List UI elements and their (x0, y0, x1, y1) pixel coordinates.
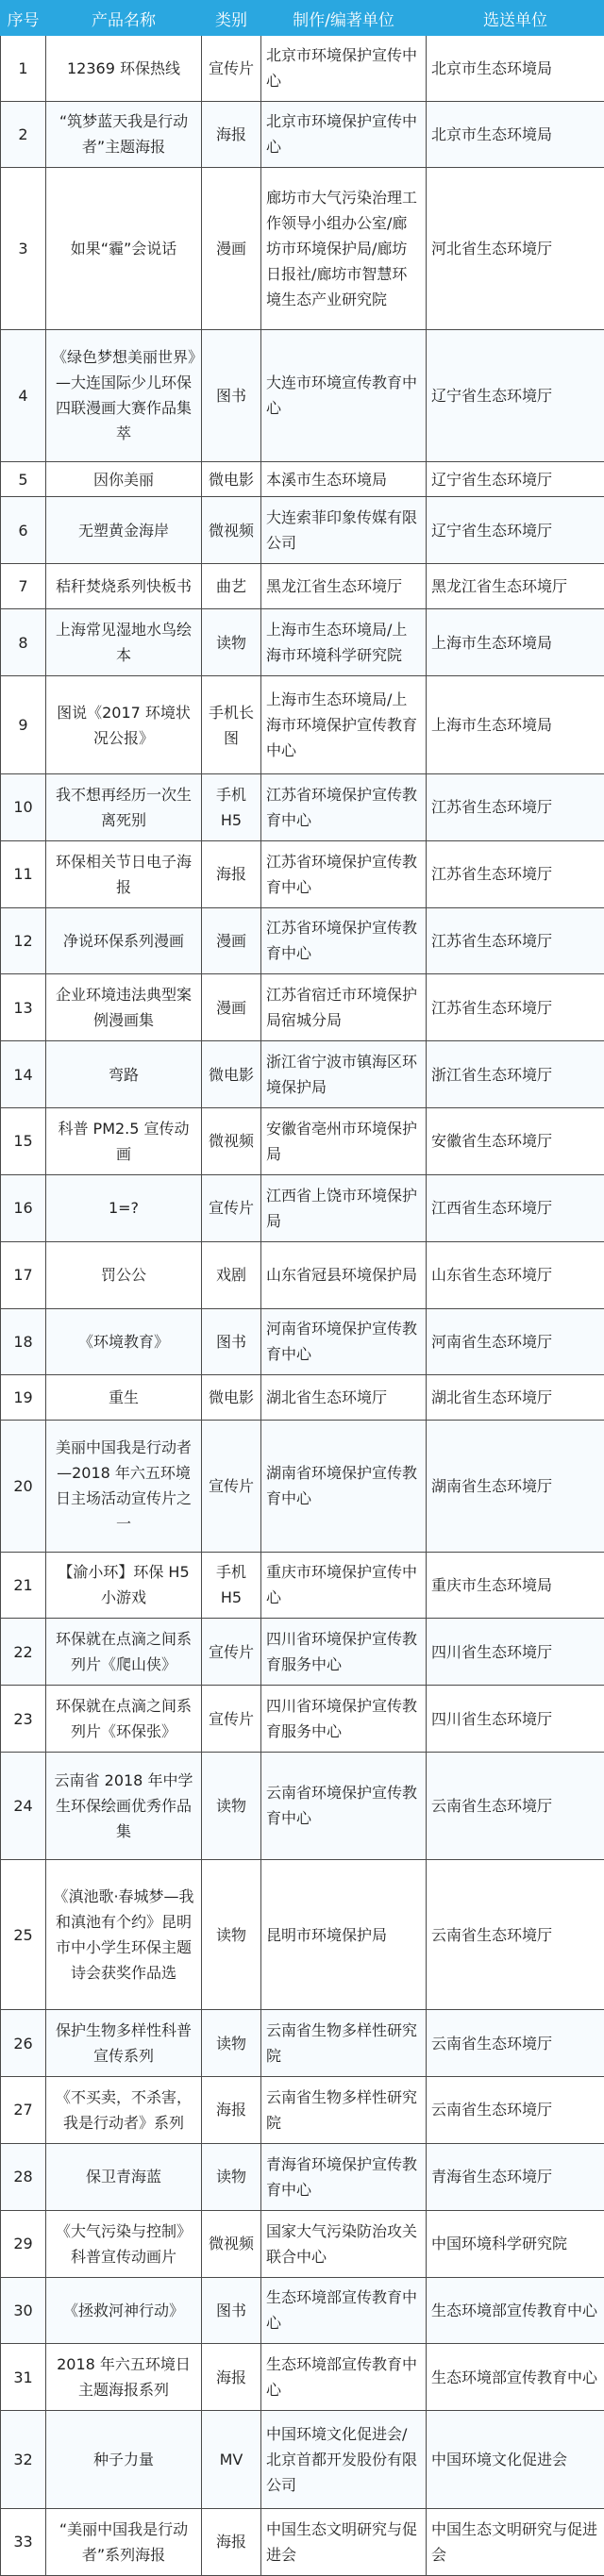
table-row (1, 1859, 604, 2009)
cell-index: 17 (1, 1241, 46, 1308)
table-row (1, 1421, 604, 1552)
cell-index: 9 (1, 676, 46, 774)
cell-submitter: 上海市生态环境局 (427, 676, 604, 774)
table-row (1, 1108, 604, 1175)
cell-category: 读物 (202, 1859, 261, 2009)
cell-category: 读物 (202, 1753, 261, 1860)
table-row (1, 676, 604, 774)
cell-submitter: 辽宁省生态环境厅 (427, 330, 604, 461)
table-row (1, 330, 604, 461)
cell-category: 宣传片 (202, 1686, 261, 1753)
cell-producer: 中国生态文明研究与促进会 (261, 2508, 427, 2575)
cell-product-name: 净说环保系列漫画 (46, 907, 202, 974)
cell-producer: 四川省环境保护宣传教育服务中心 (261, 1686, 427, 1753)
cell-submitter: 江苏省生态环境厅 (427, 974, 604, 1041)
cell-producer: 湖南省环境保护宣传教育中心 (261, 1421, 427, 1552)
cell-product-name: 美丽中国我是行动者—2018 年六五环境日主场活动宣传片之一 (46, 1421, 202, 1552)
cell-category: 宣传片 (202, 1174, 261, 1241)
cell-product-name: 环保就在点滴之间系列片《环保张》 (46, 1686, 202, 1753)
cell-producer: 江苏省宿迁市环境保护局宿城分局 (261, 974, 427, 1041)
table-row (1, 1619, 604, 1686)
cell-submitter: 河北省生态环境厅 (427, 168, 604, 330)
cell-index: 30 (1, 2277, 46, 2344)
cell-category: 微电影 (202, 1041, 261, 1108)
cell-product-name: 《绿色梦想美丽世界》—大连国际少儿环保四联漫画大赛作品集萃 (46, 330, 202, 461)
cell-submitter: 中国生态文明研究与促进会 (427, 2508, 604, 2575)
cell-index: 6 (1, 497, 46, 564)
cell-product-name: 种子力量 (46, 2411, 202, 2509)
cell-product-name: 环保就在点滴之间系列片《爬山侠》 (46, 1619, 202, 1686)
cell-product-name: 云南省 2018 年中学生环保绘画优秀作品集 (46, 1753, 202, 1860)
cell-product-name: 秸秆焚烧系列快板书 (46, 564, 202, 609)
table-row (1, 2210, 604, 2277)
cell-submitter: 青海省生态环境厅 (427, 2143, 604, 2210)
cell-index: 4 (1, 330, 46, 461)
cell-producer: 四川省环境保护宣传教育服务中心 (261, 1619, 427, 1686)
cell-product-name: 《大气污染与控制》科普宣传动画片 (46, 2210, 202, 2277)
cell-producer: 生态环境部宣传教育中心 (261, 2344, 427, 2411)
cell-producer: 国家大气污染防治攻关联合中心 (261, 2210, 427, 2277)
cell-producer: 湖北省生态环境厅 (261, 1375, 427, 1421)
cell-index: 10 (1, 773, 46, 840)
cell-category: 海报 (202, 840, 261, 907)
cell-category: 读物 (202, 2143, 261, 2210)
cell-product-name: 【渝小环】环保 H5 小游戏 (46, 1552, 202, 1619)
cell-index: 29 (1, 2210, 46, 2277)
cell-submitter: 四川省生态环境厅 (427, 1619, 604, 1686)
cell-producer: 江西省上饶市环境保护局 (261, 1174, 427, 1241)
table-row (1, 2277, 604, 2344)
cell-product-name: 环保相关节日电子海报 (46, 840, 202, 907)
cell-category: 海报 (202, 2344, 261, 2411)
cell-category: 宣传片 (202, 1421, 261, 1552)
table-row (1, 2010, 604, 2077)
table-row (1, 564, 604, 609)
cell-submitter: 中国环境科学研究院 (427, 2210, 604, 2277)
cell-product-name: 《不买卖，不杀害，我是行动者》系列 (46, 2077, 202, 2144)
cell-index: 19 (1, 1375, 46, 1421)
cell-submitter: 江苏省生态环境厅 (427, 773, 604, 840)
cell-category: 微电影 (202, 1375, 261, 1421)
cell-submitter: 江苏省生态环境厅 (427, 907, 604, 974)
cell-product-name: 弯路 (46, 1041, 202, 1108)
cell-submitter: 北京市生态环境局 (427, 36, 604, 102)
cell-index: 22 (1, 1619, 46, 1686)
cell-index: 32 (1, 2411, 46, 2509)
cell-submitter: 湖北省生态环境厅 (427, 1375, 604, 1421)
cell-submitter: 山东省生态环境厅 (427, 1241, 604, 1308)
cell-submitter: 浙江省生态环境厅 (427, 1041, 604, 1108)
table-row (1, 1753, 604, 1860)
cell-category: 图书 (202, 1308, 261, 1375)
table-row (1, 497, 604, 564)
cell-category: 宣传片 (202, 1619, 261, 1686)
cell-product-name: 《环境教育》 (46, 1308, 202, 1375)
cell-producer: 中国环境文化促进会/北京首都开发股份有限公司 (261, 2411, 427, 2509)
cell-submitter: 安徽省生态环境厅 (427, 1108, 604, 1175)
table-row (1, 1686, 604, 1753)
cell-index: 26 (1, 2010, 46, 2077)
cell-category: 微视频 (202, 2210, 261, 2277)
cell-submitter: 云南省生态环境厅 (427, 2077, 604, 2144)
cell-category: 漫画 (202, 168, 261, 330)
cell-producer: 黑龙江省生态环境厅 (261, 564, 427, 609)
cell-category: 海报 (202, 2508, 261, 2575)
cell-submitter: 河南省生态环境厅 (427, 1308, 604, 1375)
cell-submitter: 云南省生态环境厅 (427, 1753, 604, 1860)
cell-producer: 廊坊市大气污染治理工作领导小组办公室/廊坊市环境保护局/廊坊日报社/廊坊市智慧环境生态产业研究院 (261, 168, 427, 330)
table-row (1, 1308, 604, 1375)
cell-index: 5 (1, 461, 46, 497)
cell-submitter: 重庆市生态环境局 (427, 1552, 604, 1619)
cell-index: 7 (1, 564, 46, 609)
cell-producer: 云南省生物多样性研究院 (261, 2077, 427, 2144)
cell-index: 28 (1, 2143, 46, 2210)
cell-category: 手机 H5 (202, 1552, 261, 1619)
cell-index: 21 (1, 1552, 46, 1619)
header-producer: 制作/编著单位 (261, 1, 427, 36)
table-row (1, 1041, 604, 1108)
cell-producer: 浙江省宁波市镇海区环境保护局 (261, 1041, 427, 1108)
cell-submitter: 生态环境部宣传教育中心 (427, 2277, 604, 2344)
cell-producer: 昆明市环境保护局 (261, 1859, 427, 2009)
table-row (1, 1241, 604, 1308)
cell-producer: 河南省环境保护宣传教育中心 (261, 1308, 427, 1375)
cell-category: 微视频 (202, 1108, 261, 1175)
cell-producer: 云南省生物多样性研究院 (261, 2010, 427, 2077)
cell-index: 20 (1, 1421, 46, 1552)
cell-product-name: 重生 (46, 1375, 202, 1421)
cell-producer: 山东省冠县环境保护局 (261, 1241, 427, 1308)
cell-index: 16 (1, 1174, 46, 1241)
table-row (1, 36, 604, 102)
cell-category: 读物 (202, 2010, 261, 2077)
cell-producer: 江苏省环境保护宣传教育中心 (261, 907, 427, 974)
cell-submitter: 辽宁省生态环境厅 (427, 461, 604, 497)
cell-product-name: 保卫青海蓝 (46, 2143, 202, 2210)
cell-category: 漫画 (202, 974, 261, 1041)
table-row (1, 773, 604, 840)
cell-index: 31 (1, 2344, 46, 2411)
table-row (1, 2411, 604, 2509)
cell-product-name: 罚公公 (46, 1241, 202, 1308)
table-row (1, 907, 604, 974)
cell-producer: 上海市生态环境局/上海市环境科学研究院 (261, 609, 427, 676)
cell-category: 微电影 (202, 461, 261, 497)
cell-category: 宣传片 (202, 36, 261, 102)
cell-index: 8 (1, 609, 46, 676)
cell-submitter: 黑龙江省生态环境厅 (427, 564, 604, 609)
cell-producer: 本溪市生态环境局 (261, 461, 427, 497)
table-row (1, 1375, 604, 1421)
cell-product-name: 《拯救河神行动》 (46, 2277, 202, 2344)
cell-product-name: “筑梦蓝天我是行动者”主题海报 (46, 101, 202, 168)
cell-index: 11 (1, 840, 46, 907)
table-row (1, 168, 604, 330)
cell-index: 18 (1, 1308, 46, 1375)
cell-producer: 北京市环境保护宣传中心 (261, 36, 427, 102)
cell-index: 14 (1, 1041, 46, 1108)
cell-category: 读物 (202, 609, 261, 676)
table-row (1, 840, 604, 907)
cell-producer: 大连索菲印象传媒有限公司 (261, 497, 427, 564)
cell-submitter: 江苏省生态环境厅 (427, 840, 604, 907)
cell-index: 13 (1, 974, 46, 1041)
cell-product-name: 企业环境违法典型案例漫画集 (46, 974, 202, 1041)
cell-category: 海报 (202, 101, 261, 168)
cell-producer: 江苏省环境保护宣传教育中心 (261, 773, 427, 840)
cell-producer: 云南省环境保护宣传教育中心 (261, 1753, 427, 1860)
cell-product-name: 无塑黄金海岸 (46, 497, 202, 564)
cell-product-name: 如果“霾”会说话 (46, 168, 202, 330)
cell-index: 24 (1, 1753, 46, 1860)
cell-submitter: 云南省生态环境厅 (427, 1859, 604, 2009)
table-row (1, 1552, 604, 1619)
cell-submitter: 云南省生态环境厅 (427, 2010, 604, 2077)
cell-category: 漫画 (202, 907, 261, 974)
table-row (1, 2143, 604, 2210)
table-row (1, 461, 604, 497)
cell-category: MV (202, 2411, 261, 2509)
cell-index: 12 (1, 907, 46, 974)
cell-category: 海报 (202, 2077, 261, 2144)
cell-category: 手机 H5 (202, 773, 261, 840)
cell-product-name: 我不想再经历一次生离死别 (46, 773, 202, 840)
cell-index: 27 (1, 2077, 46, 2144)
cell-index: 15 (1, 1108, 46, 1175)
cell-producer: 江苏省环境保护宣传教育中心 (261, 840, 427, 907)
cell-submitter: 湖南省生态环境厅 (427, 1421, 604, 1552)
cell-submitter: 辽宁省生态环境厅 (427, 497, 604, 564)
cell-index: 23 (1, 1686, 46, 1753)
table-row (1, 609, 604, 676)
cell-index: 25 (1, 1859, 46, 2009)
cell-product-name: 12369 环保热线 (46, 36, 202, 102)
cell-product-name: 2018 年六五环境日主题海报系列 (46, 2344, 202, 2411)
cell-category: 图书 (202, 2277, 261, 2344)
table-row (1, 1174, 604, 1241)
cell-submitter: 中国环境文化促进会 (427, 2411, 604, 2509)
cell-category: 微视频 (202, 497, 261, 564)
header-submitter: 选送单位 (427, 1, 604, 36)
cell-product-name: 图说《2017 环境状况公报》 (46, 676, 202, 774)
cell-producer: 北京市环境保护宣传中心 (261, 101, 427, 168)
table-row (1, 2508, 604, 2575)
cell-product-name: 科普 PM2.5 宣传动画 (46, 1108, 202, 1175)
cell-category: 曲艺 (202, 564, 261, 609)
cell-producer: 生态环境部宣传教育中心 (261, 2277, 427, 2344)
table-row (1, 2344, 604, 2411)
table-row (1, 101, 604, 168)
cell-category: 图书 (202, 330, 261, 461)
cell-submitter: 四川省生态环境厅 (427, 1686, 604, 1753)
table-header-row (1, 1, 604, 36)
header-index: 序号 (1, 1, 46, 36)
cell-producer: 重庆市环境保护宣传中心 (261, 1552, 427, 1619)
table-row (1, 974, 604, 1041)
cell-category: 戏剧 (202, 1241, 261, 1308)
cell-index: 2 (1, 101, 46, 168)
cell-producer: 青海省环境保护宣传教育中心 (261, 2143, 427, 2210)
table-row (1, 2077, 604, 2144)
cell-category: 手机长图 (202, 676, 261, 774)
cell-submitter: 上海市生态环境局 (427, 609, 604, 676)
cell-index: 3 (1, 168, 46, 330)
cell-producer: 安徽省亳州市环境保护局 (261, 1108, 427, 1175)
cell-product-name: 《滇池歌·春城梦—我和滇池有个约》昆明市中小学生环保主题诗会获奖作品选 (46, 1859, 202, 2009)
cell-product-name: 保护生物多样性科普宣传系列 (46, 2010, 202, 2077)
cell-submitter: 江西省生态环境厅 (427, 1174, 604, 1241)
cell-index: 1 (1, 36, 46, 102)
cell-product-name: 上海常见湿地水鸟绘本 (46, 609, 202, 676)
cell-submitter: 生态环境部宣传教育中心 (427, 2344, 604, 2411)
cell-product-name: 因你美丽 (46, 461, 202, 497)
cell-product-name: 1=? (46, 1174, 202, 1241)
cell-producer: 上海市生态环境局/上海市环境保护宣传教育中心 (261, 676, 427, 774)
cell-producer: 大连市环境宣传教育中心 (261, 330, 427, 461)
header-category: 类别 (202, 1, 261, 36)
cell-index: 33 (1, 2508, 46, 2575)
cell-submitter: 北京市生态环境局 (427, 101, 604, 168)
header-product-name: 产品名称 (46, 1, 202, 36)
cell-product-name: “美丽中国我是行动者”系列海报 (46, 2508, 202, 2575)
